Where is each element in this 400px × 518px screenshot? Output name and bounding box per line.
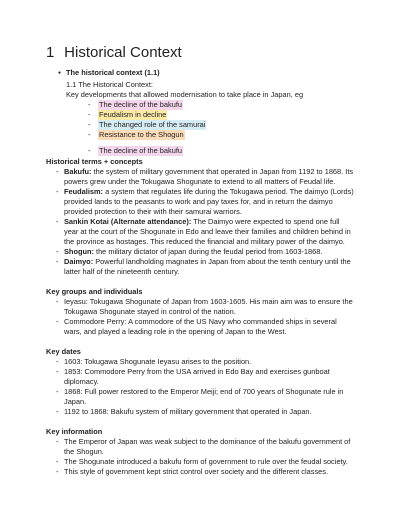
highlighted-text: Feudalism in decline	[99, 110, 167, 119]
info-heading: Key information	[46, 427, 103, 436]
info-list	[46, 437, 354, 477]
list-item: - Resistance to the Shogun	[88, 130, 184, 139]
list-item: - The Shogunate introduced a bakufu form of government to rule over the feudal society.	[56, 457, 348, 466]
term-label: Feudalism:	[64, 187, 104, 196]
list-item: - Feudalism: a system that regulates life during the Tokugawa period. The daimyo (Lords) provided lands to the peasants to work and pay taxes for, and in return the daimyo provided protection to their with their samurai warriors.	[56, 187, 354, 216]
list-item: - The decline of the bakufu	[88, 100, 182, 109]
term-definition: Powerful landholding magnates in Japan from about the tenth century until the latter half of the nineteenth century.	[64, 257, 351, 276]
term-definition: a system that regulates life during the Tokugawa period. The daimyo (Lords) provided lands to the peasants to work and pay taxes for, and in return the daimyo provided protection to their with their samurai warriors.	[64, 187, 354, 216]
heading-number: 1	[46, 44, 55, 61]
list-item: - Commodore Perry: A commodore of the US Navy who commanded ships in several wars, and played a leading role in the opening of Japan to the West.	[56, 317, 337, 336]
term-definition: The Daimyo were expected to spend one full year at the court of the Shogunate in Edo and leave their families and children behind in the province as hostages. This reduced the financial and military power of the daimyo.	[64, 217, 351, 246]
context-bullet	[58, 68, 354, 78]
list-item: - 1603: Tokugawa Shogunate Ieyasu arises to the position.	[56, 357, 252, 366]
list-item: - 1853: Commodore Perry from the USA arrived in Edo Bay and exercises gunboat diplomacy.	[56, 367, 330, 386]
list-item: - Sankin Kotai (Alternate attendance): The Daimyo were expected to spend one full year at the court of the Shogunate in Edo and leave their families and children behind in the province as hostages. This reduced the financial and military power of the daimyo.	[56, 217, 351, 246]
list-item: - Bakufu: the system of military government that operated in Japan from 1192 to 1868. Its powers grew under the Tokugawa Shogunate to extend to all matters of Feudal life.	[56, 167, 354, 186]
groups-heading: Key groups and individuals	[46, 287, 143, 296]
terms-list	[46, 167, 354, 277]
heading-text: Historical Context	[64, 44, 182, 61]
term-definition: the military dictator of japan during the feudal period from 1603-1868.	[93, 247, 323, 256]
term-label: Shogun:	[64, 247, 94, 256]
list-item: - 1192 to 1868: Bakufu system of military government that operated in Japan.	[56, 407, 312, 416]
list-item: - The changed role of the samurai	[88, 120, 206, 129]
highlighted-text: The decline of the bakufu	[99, 146, 182, 155]
context-intro: Key developments that allowed modernisation to take place in Japan, eg	[66, 90, 304, 99]
highlighted-text: The changed role of the samurai	[99, 120, 206, 129]
list-item: - 1868: Full power restored to the Emperor Meiji; end of 700 years of Shogunate rule in Japan.	[56, 387, 344, 406]
development-list	[46, 100, 354, 140]
list-item: - This style of government kept strict control over society and the different classes.	[56, 467, 328, 476]
highlighted-text: Resistance to the Shogun	[99, 130, 184, 139]
list-item: - Daimyo: Powerful landholding magnates in Japan from about the tenth century until the latter half of the nineteenth century.	[56, 257, 351, 276]
groups-list	[46, 297, 354, 337]
list-item: - The Emperor of Japan was weak subject to the dominance of the bakufu government of the Shogun.	[56, 437, 351, 456]
dates-heading: Key dates	[46, 347, 81, 356]
list-item: - Ieyasu: Tokugawa Shogunate of Japan from 1603-1605. His main aim was to ensure the Tokugawa Shogunate stayed in control of the nation.	[56, 297, 353, 316]
list-item: - The decline of the bakufu	[88, 146, 182, 155]
context-bullet-text: The historical context (1.1)	[66, 68, 160, 77]
term-definition: the system of military government that operated in Japan from 1192 to 1868. Its powers grew under the Tokugawa Shogunate to extend to all matters of Feudal life.	[64, 167, 354, 186]
list-item: - Shogun: the military dictator of japan during the feudal period from 1603-1868.	[56, 247, 323, 256]
bullet-icon: ●	[58, 70, 62, 76]
page-title	[46, 44, 354, 62]
dates-list	[46, 357, 354, 417]
highlighted-text: The decline of the bakufu	[99, 100, 182, 109]
term-label: Sankin Kotai (Alternate attendance):	[64, 217, 192, 226]
development-list-repeat	[46, 146, 354, 156]
term-label: Bakufu:	[64, 167, 92, 176]
term-label: Daimyo:	[64, 257, 94, 266]
terms-heading: Historical terms + concepts	[46, 157, 143, 166]
context-subheading: 1.1 The Historical Context:	[66, 80, 153, 89]
list-item: - Feudalism in decline	[88, 110, 167, 119]
